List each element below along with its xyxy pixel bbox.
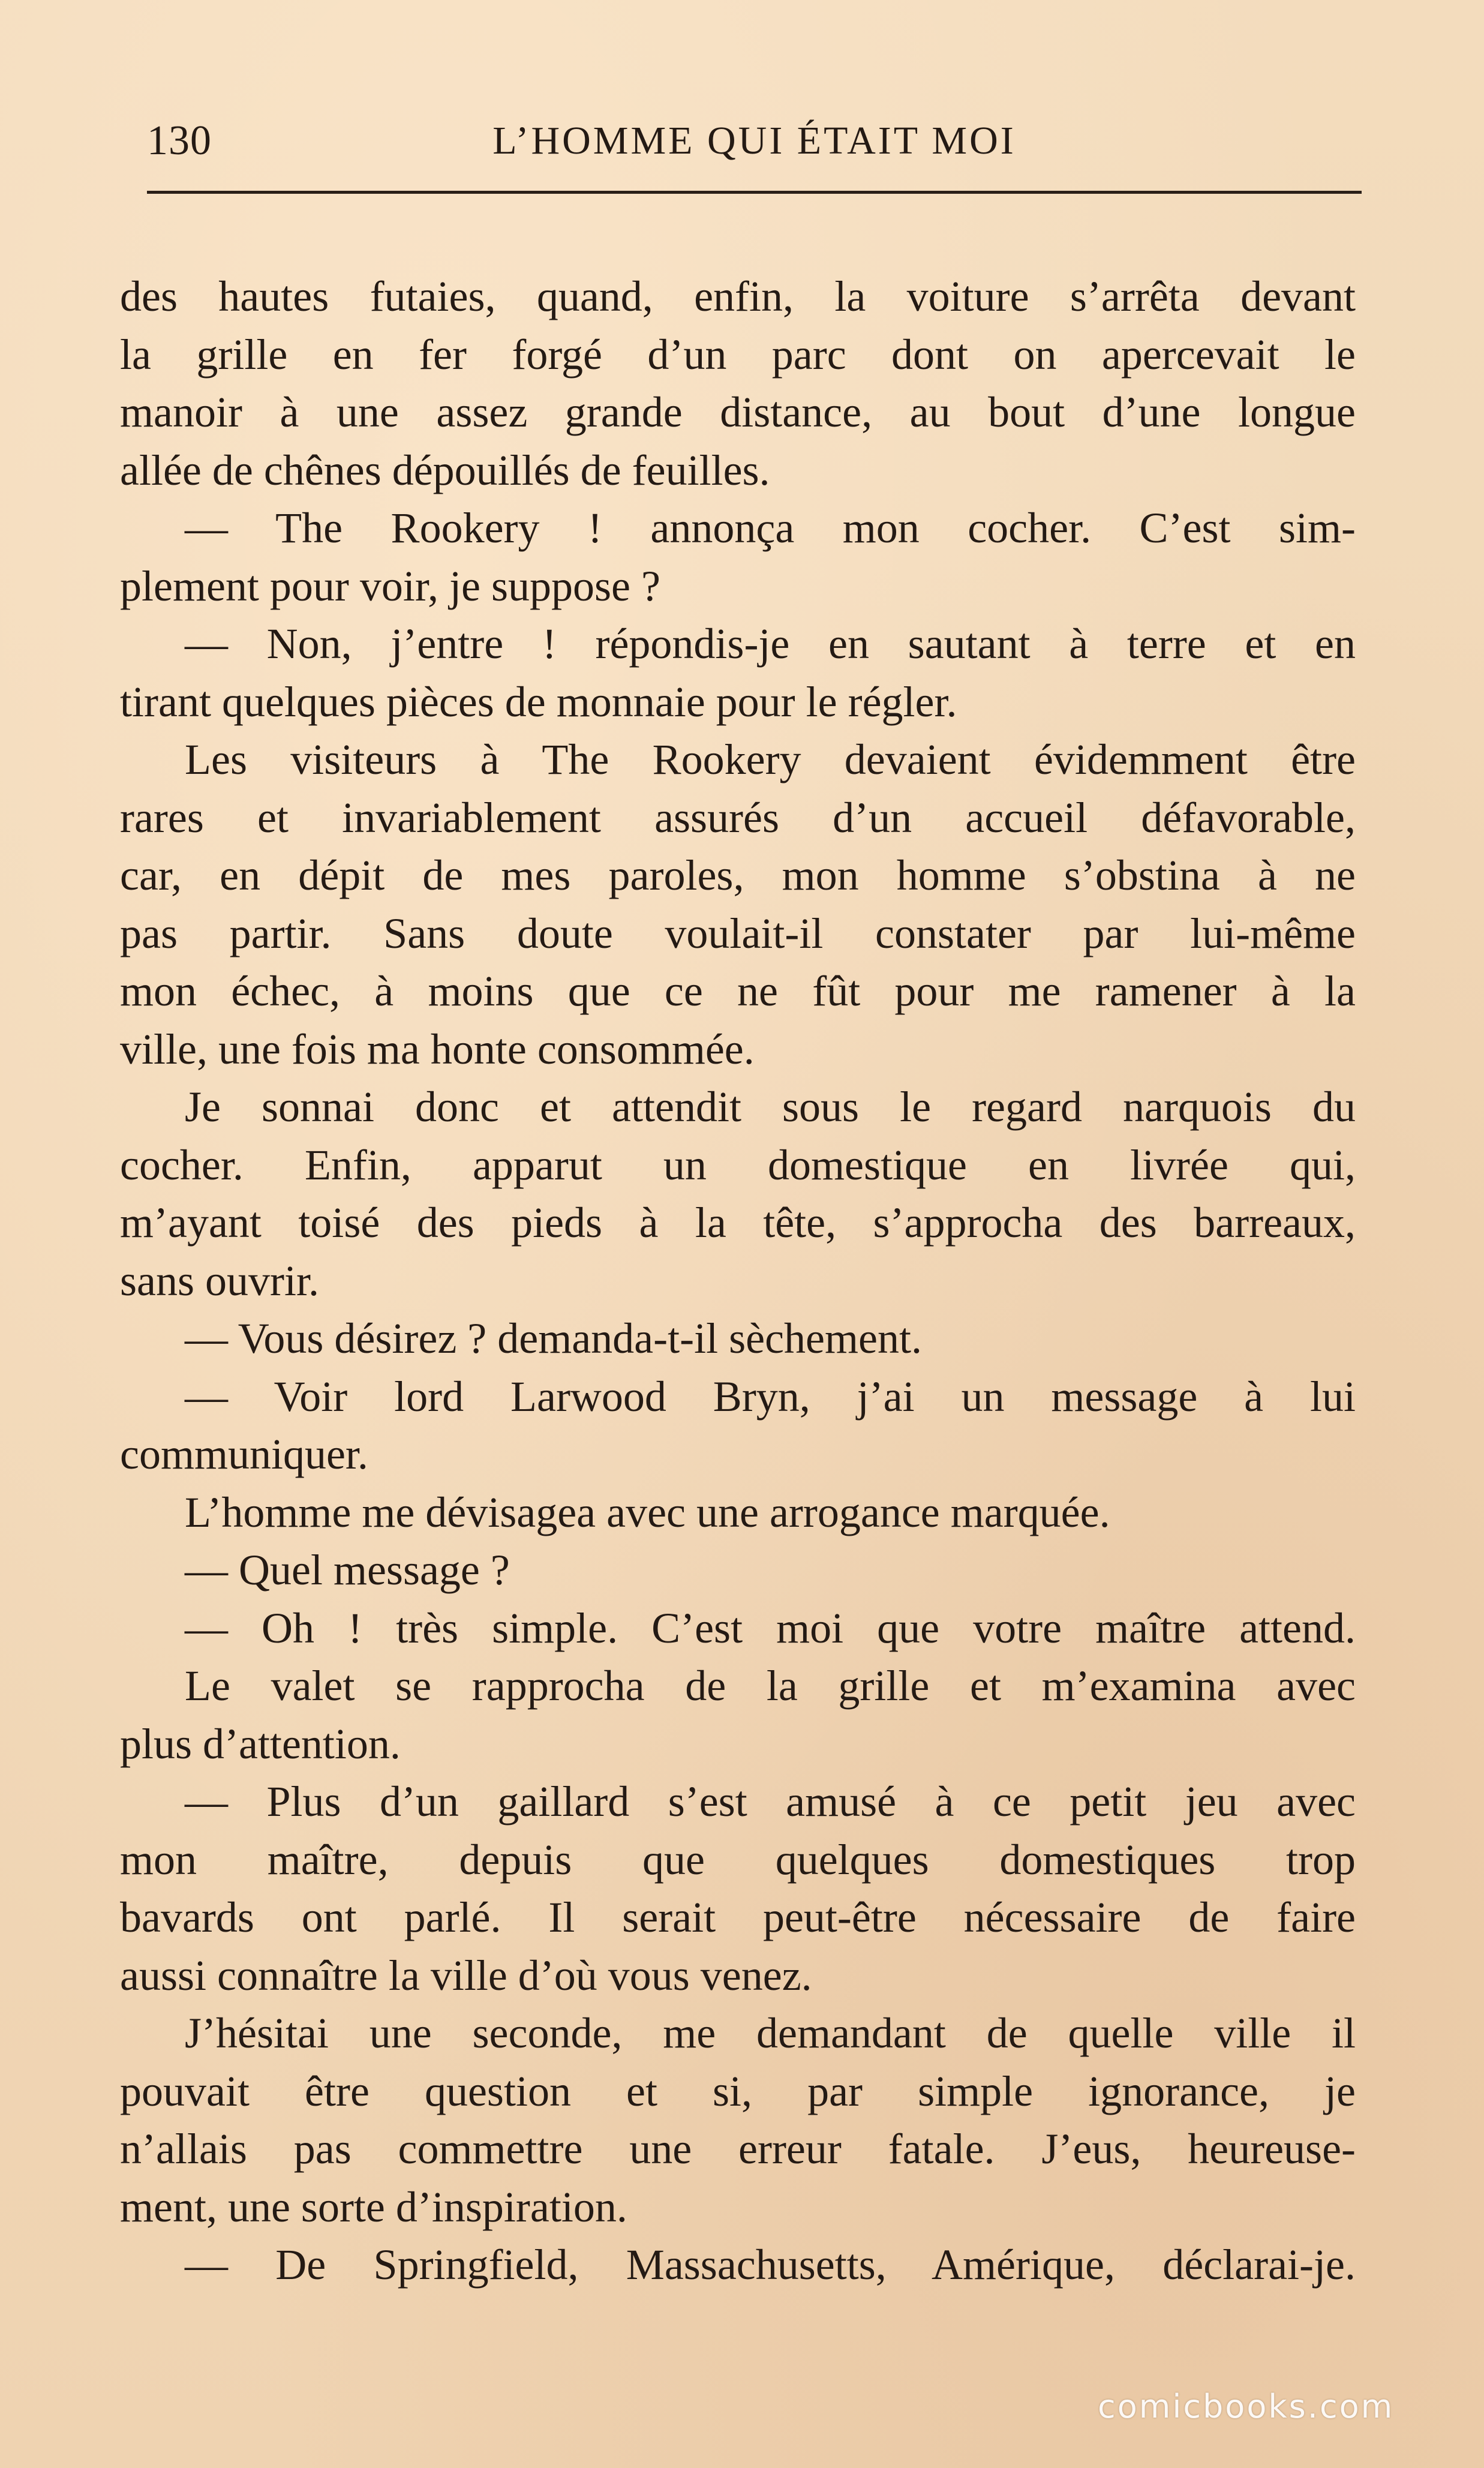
text-line: bavards ont parlé. Il serait peut-être nécessaire de faire — [120, 1893, 1356, 1941]
watermark: comicbooks.com — [1098, 2388, 1395, 2425]
text-line: sans ouvrir. — [120, 1256, 319, 1305]
text-line: mon échec, à moins que ce ne fût pour me ramener à la — [120, 967, 1356, 1015]
page-header — [147, 114, 1362, 168]
text-line: Les visiteurs à The Rookery devaient évidemment être — [185, 735, 1356, 783]
text-line: Je sonnai donc et attendit sous le regard narquois du — [185, 1083, 1356, 1131]
text-line: L’homme me dévisagea avec une arrogance marquée. — [185, 1488, 1110, 1536]
text-line: — De Springfield, Massachusetts, Amérique, déclarai-je. — [185, 2241, 1356, 2289]
text-line: mon maître, depuis que quelques domestiques trop — [120, 1835, 1356, 1884]
text-line: la grille en fer forgé d’un parc dont on apercevait le — [120, 330, 1356, 379]
text-line: rares et invariablement assurés d’un accueil défavorable, — [120, 793, 1356, 842]
text-line: Le valet se rapprocha de la grille et m’examina avec — [185, 1662, 1356, 1710]
text-line: — Vous désirez ? demanda-t-il sèchement. — [185, 1314, 922, 1362]
text-line: — Non, j’entre ! répondis-je en sautant à terre et en — [185, 620, 1356, 668]
text-line: plement pour voir, je suppose ? — [120, 562, 660, 610]
text-line: — Plus d’un gaillard s’est amusé à ce petit jeu avec — [185, 1778, 1356, 1826]
text-line: ment, une sorte d’inspiration. — [120, 2182, 627, 2231]
text-line: des hautes futaies, quand, enfin, la voiture s’arrêta devant — [120, 272, 1356, 320]
text-line: — Quel message ? — [185, 1546, 510, 1594]
text-line: tirant quelques pièces de monnaie pour le régler. — [120, 677, 957, 726]
text-line: communiquer. — [120, 1430, 368, 1478]
running-title: L’HOMME QUI ÉTAIT MOI — [492, 119, 1016, 163]
text-line: ville, une fois ma honte consommée. — [120, 1025, 755, 1073]
text-line: n’allais pas commettre une erreur fatale. J’eus, heureuse- — [120, 2125, 1356, 2173]
text-line: plus d’attention. — [120, 1719, 401, 1768]
text-line: — Voir lord Larwood Bryn, j’ai un message à lui — [185, 1372, 1356, 1421]
text-line: cocher. Enfin, apparut un domestique en livrée qui, — [120, 1140, 1356, 1189]
body-text — [120, 268, 1356, 2294]
text-line: pouvait être question et si, par simple ignorance, je — [120, 2067, 1356, 2115]
text-line: allée de chênes dépouillés de feuilles. — [120, 446, 770, 494]
text-line: m’ayant toisé des pieds à la tête, s’approcha des barreaux, — [120, 1199, 1356, 1247]
text-line: car, en dépit de mes paroles, mon homme s’obstina à ne — [120, 851, 1356, 899]
text-line: aussi connaître la ville d’où vous venez. — [120, 1951, 812, 1999]
page-number: 130 — [147, 118, 212, 164]
text-line: manoir à une assez grande distance, au bout d’une longue — [120, 388, 1356, 436]
text-line: J’hésitai une seconde, me demandant de quelle ville il — [185, 2009, 1356, 2057]
header-rule — [147, 191, 1362, 194]
text-line: — The Rookery ! annonça mon cocher. C’est sim- — [185, 504, 1356, 552]
text-line: — Oh ! très simple. C’est moi que votre maître attend. — [185, 1604, 1356, 1652]
text-line: pas partir. Sans doute voulait-il constater par lui-même — [120, 909, 1356, 957]
